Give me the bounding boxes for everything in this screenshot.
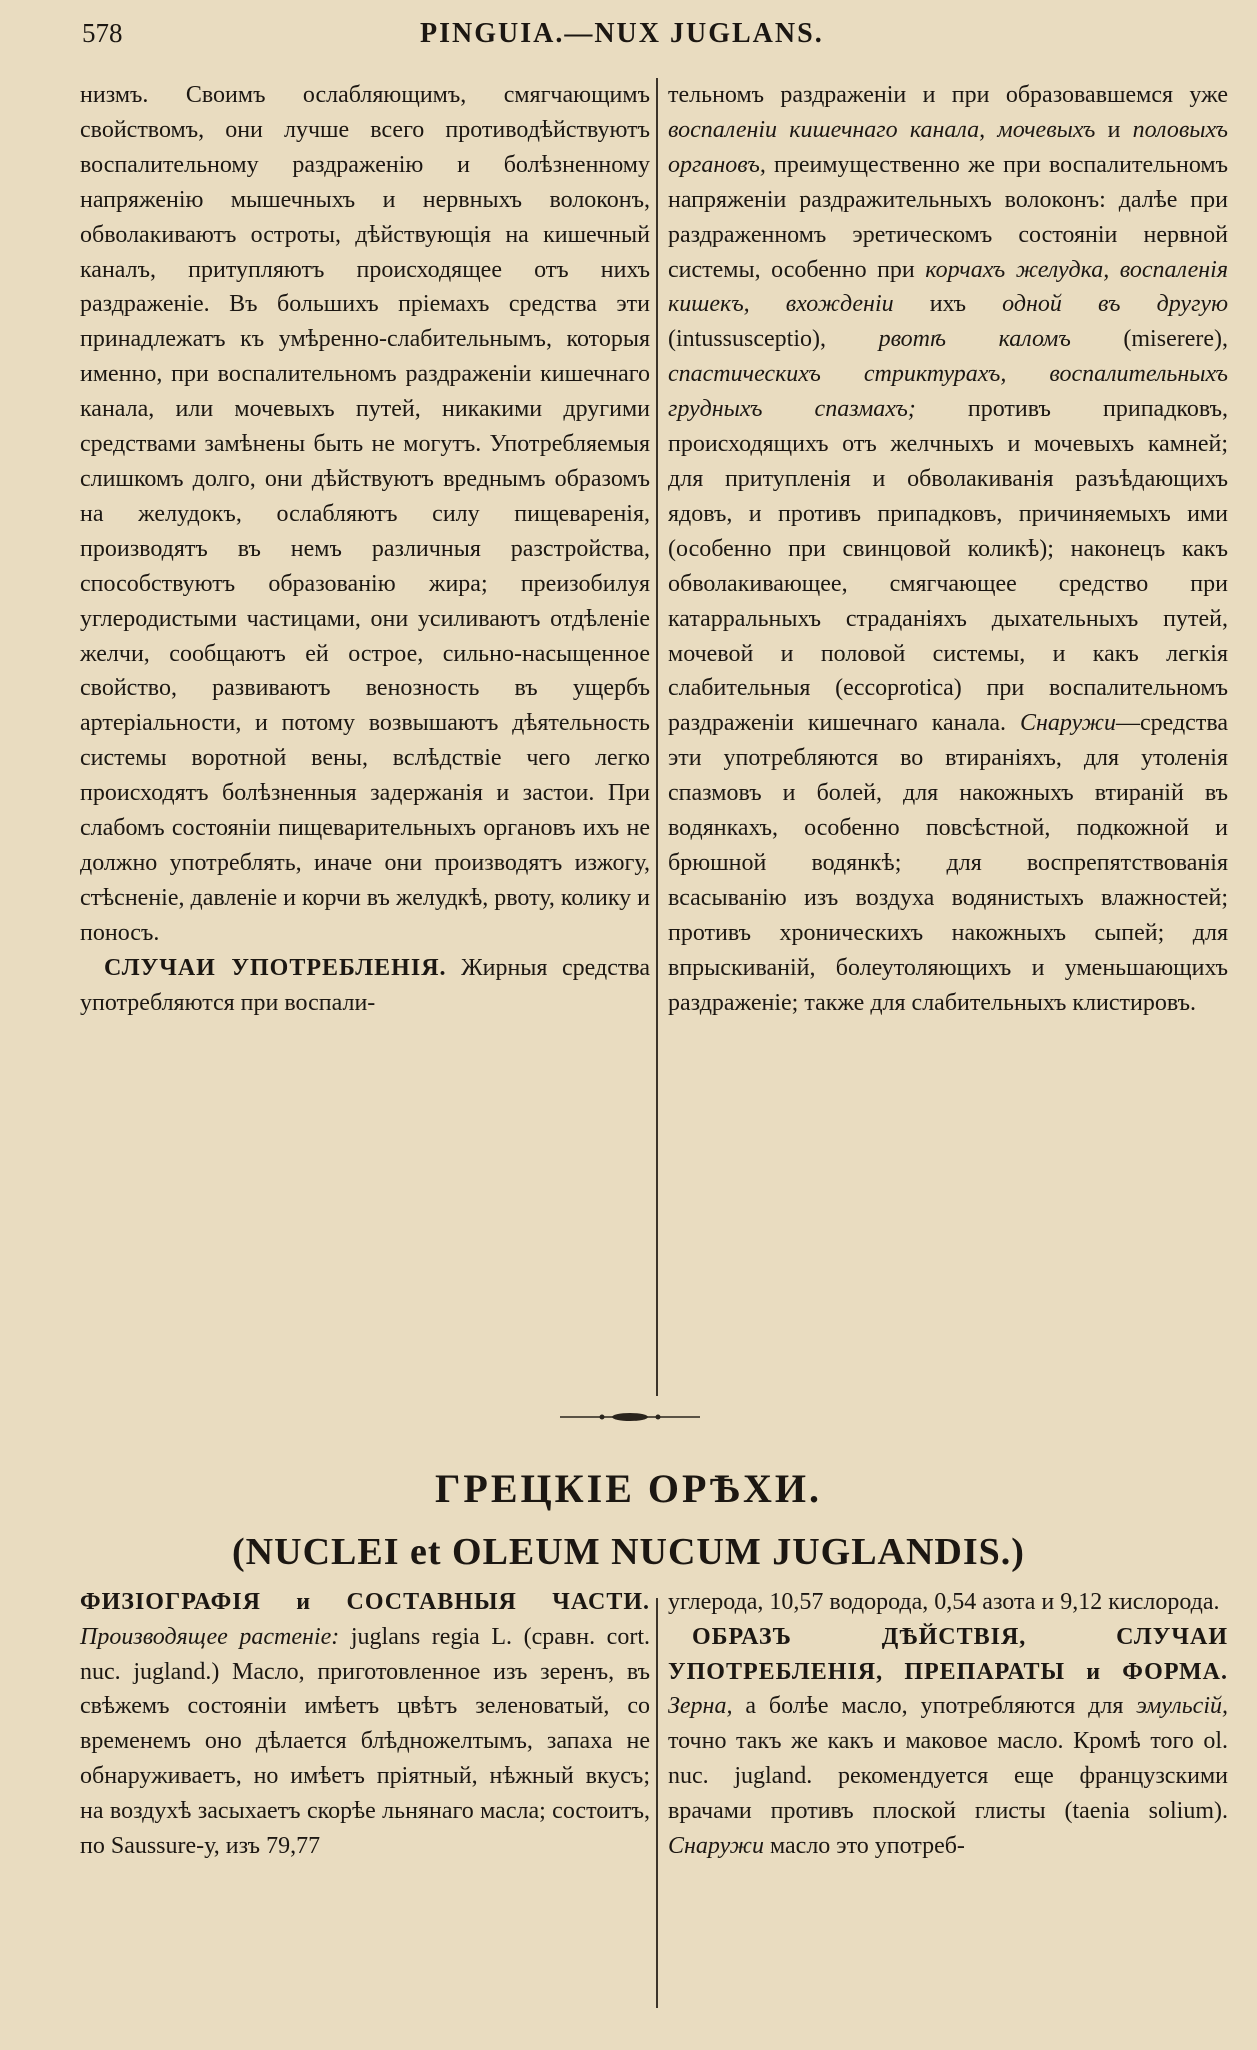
section-heading: ФИЗІОГРАФІЯ и СОСТАВНЫЯ ЧАСТИ. [80,1589,650,1615]
usage-paragraph [80,951,650,1021]
body-paragraph [80,1585,650,1863]
text-run: ихъ [893,291,1003,318]
bottom-right-column [668,1585,1228,1863]
italic-text: Зерна, [668,1693,733,1720]
italic-text: Производящее растеніе: [80,1623,340,1650]
body-paragraph [668,1620,1228,1864]
text-run: масло это употреб- [763,1832,965,1859]
text-run: тельномъ раздраженіи и при образовавшемся уже [668,82,1228,108]
text-run: и [1095,116,1133,143]
column-rule [656,78,658,1396]
ornamental-divider [560,1410,700,1424]
italic-text: половыхъ органовъ, [668,116,1228,178]
italic-text: корчахъ желудка, воспаленія кишекъ, вхожденіи [668,256,1228,318]
italic-text: эмульсій, [1136,1693,1228,1720]
text-run: противъ припадковъ, происходящихъ отъ желчныхъ и мочевыхъ камней; для притупленія и обволакиванія разъѣдающихъ ядовъ, и противъ припадковъ, причиняемыхъ ими (особенно при свинцовой коликѣ); наконецъ какъ обволакивающее, смягчающее средство при катарральныхъ страданіяхъ дыхательныхъ путей, мочевой и половой системы, и какъ легкія слабительныя (eccoprotica) при воспалительномъ раздраженіи кишечнаго канала. [668,396,1228,737]
section-latin-title: (NUCLEI et OLEUM NUCUM JUGLANDIS.) [232,1531,1025,1573]
page-number: 578 [82,18,123,48]
text-run: преимущественно же при воспалительномъ напряженіи раздражительныхъ волоконъ: далѣе при раздраженномъ эретическомъ состояніи нервной системы, особенно при [668,151,1228,283]
italic-text: спастическихъ стриктурахъ, воспалительныхъ грудныхъ спазмахъ; [668,361,1228,423]
text-run: (miserere), [1070,326,1229,353]
text-run: —средства эти употребляются во втираніяхъ, для утоленія спазмовъ и болей, для накожныхъ втираній въ водянкахъ, особенно повсѣстной, подкожной и брюшной водянкѣ; для воспрепятствованія всасыванію изъ воздуха водянистыхъ влажностей; противъ хроническихъ накожныхъ сыпей; для впрыскиваній, болеутоляющихъ и уменьшающихъ раздраженіе; также для слабительныхъ клистировъ. [668,710,1228,1016]
body-paragraph: низмъ. Своимъ ослабляющимъ, смягчающимъ свойствомъ, они лучше всего противодѣйствуютъ воспалительному раздраженію и болѣзненному напряженію мышечныхъ и нервныхъ волоконъ, обволакиваютъ остроты, дѣйствующія на кишечный каналъ, притупляютъ происходящее отъ нихъ раздраженіе. Въ большихъ пріемахъ средства эти принадлежатъ къ умѣренно-слабительнымъ, которыя именно, при воспалительномъ раздраженіи кишечнаго канала, или мочевыхъ путей, никакими другими средствами замѣнены быть не могутъ. Употребляемыя слишкомъ долго, они дѣйствуютъ вреднымъ образомъ на желудокъ, ослабляютъ силу пищеваренія, производятъ въ немъ различныя разстройства, способствуютъ образованію жира; преизобилуя углеродистыми частицами, они усиливаютъ отдѣленіе желчи, сообщаютъ ей острое, сильно-насыщенное свойство, развиваютъ венозность въ ущербъ артеріальности, и потому возвышаютъ дѣятельность системы воротной вены, вслѣдствіе чего легко происходятъ болѣзненныя задержанія и застои. При слабомъ состояніи пищеварительныхъ органовъ ихъ не должно употреблять, иначе они производятъ изжогу, стѣсненіе, давленіе и корчи въ желудкѣ, рвоту, колику и поносъ. [80,82,650,946]
top-right-column [668,78,1228,1020]
italic-text: Снаружи [1020,710,1116,737]
text-run: juglans regia L. (сравн. cort. nuc. jugland.) Масло, приготовленное изъ зеренъ, въ свѣжемъ состояніи имѣетъ цвѣтъ зеленоватый, со временемъ оно дѣлается блѣдножелтымъ, запаха не обнаруживаетъ, но имѣетъ пріятный, нѣжный вкусъ; на воздухѣ засыхаетъ скорѣе льнянаго масла; состоитъ, по Saussure-у, изъ 79,77 [80,1623,650,1859]
top-left-column [80,78,650,1020]
running-title: PINGUIA.—NUX JUGLANS. [420,18,824,49]
text-run: а болѣе масло, употребляются для [732,1693,1137,1720]
italic-text: одной въ другую [1002,291,1229,318]
body-paragraph [668,78,1228,1020]
italic-text: Снаружи [668,1832,764,1859]
body-paragraph: углерода, 10,57 водорода, 0,54 азота и 9,12 кислорода. [668,1589,1220,1615]
section-heading: СЛУЧАИ УПОТРЕБЛЕНІЯ. [104,954,447,981]
text-run: точно такъ же какъ и маковое масло. Кромѣ того ol. nuc. jugland. рекомендуется еще французскими врачами противъ плоской глисты (taenia solium). [668,1728,1228,1824]
italic-text: рвотѣ каломъ [878,326,1071,353]
text-run: (intussusceptio), [668,326,879,353]
bottom-left-column [80,1585,650,1863]
section-title: ГРЕЦКІЕ ОРѢХИ. [434,1466,823,1511]
section-text: Жирныя средства употребляются при воспали- [80,954,651,1016]
page-header [0,18,1257,58]
section-heading: ОБРАЗЪ ДѢЙСТВІЯ, СЛУЧАИ УПОТРЕБЛЕНІЯ, ПРЕПАРАТЫ и ФОРМА. [668,1623,1228,1685]
italic-text: воспаленіи кишечнаго канала, мочевыхъ [668,116,1096,143]
column-rule [656,1598,658,2008]
